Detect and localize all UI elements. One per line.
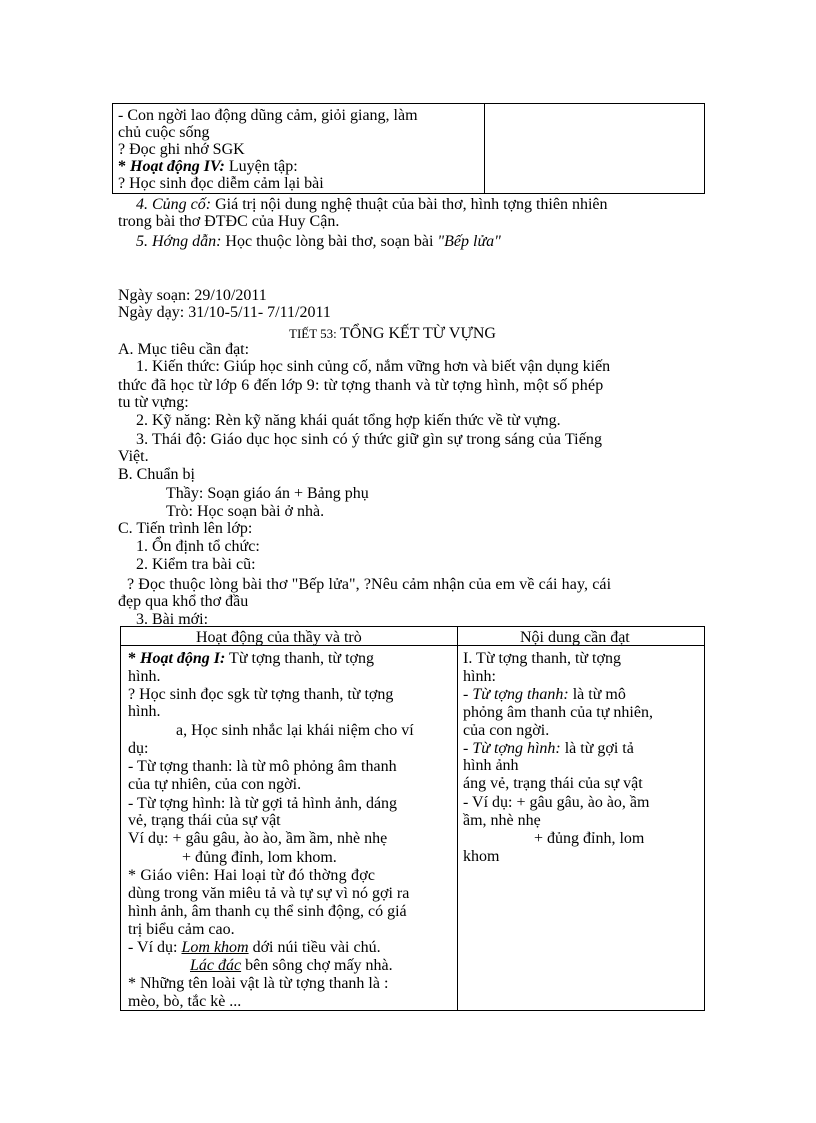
right-line-7: hình ảnh [463, 757, 519, 774]
c1-line: 1. Ổn định tổ chức: [136, 538, 260, 555]
lesson-title [289, 325, 496, 342]
top-activity-text: Luyện tập: [224, 158, 298, 175]
left-line-14: dùng trong văn miêu tả và tự sự vì nó gợi ra [128, 885, 410, 902]
right-line-8: áng vẻ, trạng thái của sự vật [463, 775, 643, 792]
lesson-title-prefix: TIẾT 53: [289, 326, 341, 341]
section-b-heading: B. Chuẩn bị [118, 466, 195, 483]
left-line-3: ? Học sinh đọc sgk từ tợng thanh, từ tợng [128, 686, 394, 703]
left-activity-line [128, 650, 374, 667]
a1-line-1 [136, 358, 700, 375]
c2-question-2: đẹp qua khổ thơ đầu [118, 593, 249, 610]
b-thay: Thầy: Soạn giáo án + Bảng phụ [166, 485, 369, 502]
right-line-9: - Ví dụ: + gâu gâu, ào ào, ầm [463, 794, 650, 811]
top-table-divider [484, 103, 485, 193]
left-line-19: * Những tên loài vật là từ tợng thanh là : [128, 975, 389, 992]
left-line-12: + đủng đỉnh, lom khom. [182, 849, 337, 866]
left-line-17-word: Lom khom [181, 939, 249, 956]
huong-dan-label: 5. Hớng dẫn: [136, 233, 222, 250]
section-c-heading: C. Tiến trình lên lớp: [118, 520, 253, 537]
header-left: Hoạt động của thầy và trò [196, 629, 362, 646]
left-activity-text: Từ tợng thanh, từ tợng [225, 650, 374, 667]
left-line-2: hình. [128, 668, 161, 685]
header-right: Nội dung cần đạt [520, 629, 630, 646]
top-line-2: chủ cuộc sống [118, 124, 210, 141]
c2-line: 2. Kiểm tra bài cũ: [136, 556, 256, 573]
huong-dan-text: Học thuộc lòng bài thơ, soạn bài [221, 233, 438, 250]
cung-co-line [136, 196, 608, 213]
a1-line-3: tu từ vựng: [118, 394, 189, 411]
cung-co-line-2: trong bài thơ ĐTĐC của Huy Cận. [118, 213, 340, 230]
a3-line-1: 3. Thái độ: Giáo dục học sinh có ý thức giữ gìn sự trong sáng của Tiếng [136, 431, 603, 448]
a3-line-2: Việt. [118, 448, 149, 465]
right-line-3-text: là từ mô [568, 686, 626, 703]
left-line-13: * Giáo viên: Hai loại từ đó thờng đợc [128, 867, 376, 884]
ngay-soan: Ngày soạn: 29/10/2011 [118, 287, 267, 304]
left-line-11: Ví dụ: + gâu gâu, ào ào, ầm ầm, nhè nhẹ [128, 830, 388, 847]
right-line-3-label: - Từ tợng thanh: [463, 686, 569, 703]
left-line-7: - Từ tợng thanh: là từ mô phỏng âm thanh [128, 758, 397, 775]
left-line-10: vẻ, trạng thái của sự vật [128, 812, 281, 829]
top-line-last: ? Học sinh đọc diễm cảm lại bài [118, 175, 324, 192]
left-line-17-post: dới núi tiều vài chú. [248, 939, 381, 956]
left-line-20: mèo, bò, tắc kè ... [128, 993, 242, 1010]
left-line-4: hình. [128, 703, 161, 720]
huong-dan-title: "Bếp lửa" [437, 233, 501, 250]
lesson-title-main: TỔNG KẾT TỪ VỰNG [340, 325, 496, 342]
right-line-6 [463, 740, 634, 757]
section-a-heading: A. Mục tiêu cần đạt: [118, 341, 250, 358]
right-line-1: I. Từ tợng thanh, từ tợng [463, 650, 621, 667]
c2-question-1: ? Đọc thuộc lòng bài thơ "Bếp lửa", ?Nêu cảm nhận của em về cái hay, cái [127, 576, 612, 593]
a1-line-2: thức đã học từ lớp 6 đến lớp 9: từ tợng thanh và từ tợng hình, một số phép [118, 377, 604, 394]
left-line-18 [190, 957, 393, 974]
top-activity-line [118, 158, 298, 175]
right-line-5: của con ngời. [463, 722, 550, 739]
left-line-6: dụ: [128, 740, 149, 757]
left-line-15: hình ảnh, âm thanh cụ thể sinh động, có giá [128, 903, 407, 920]
right-line-2: hình: [463, 668, 496, 685]
left-activity-prefix: * [128, 650, 140, 667]
a1-line-1-text: 1. Kiến thức: Giúp học sinh củng cố, nắm vững hơn và biết vận dụng kiến [136, 358, 611, 375]
left-line-16: trị biểu cảm cao. [128, 921, 235, 938]
top-line-3: ? Đọc ghi nhớ SGK [118, 141, 245, 158]
ngay-day: Ngày dạy: 31/10-5/11- 7/11/2011 [118, 304, 331, 321]
left-line-5: a, Học sinh nhắc lại khái niệm cho ví [176, 722, 414, 739]
right-line-6-text: là từ gợi tả [560, 740, 634, 757]
cung-co-text: Giá trị nội dung nghệ thuật của bài thơ, hình tợng thiên nhiên [211, 196, 608, 213]
main-table-divider [457, 626, 458, 1010]
left-line-9: - Từ tợng hình: là từ gợi tả hình ảnh, dáng [128, 795, 398, 812]
left-line-17-pre: - Ví dụ: [128, 939, 182, 956]
left-activity-label: Hoạt động I: [140, 650, 226, 667]
b-tro: Trò: Học soạn bài ở nhà. [166, 503, 325, 520]
right-line-12: khom [463, 848, 500, 865]
left-line-18-word: Lác đác [190, 957, 242, 974]
right-line-3 [463, 686, 626, 703]
cung-co-label: 4. Củng cố: [136, 196, 212, 213]
c3-line: 3. Bài mới: [136, 611, 209, 628]
right-line-11: + đủng đỉnh, lom [534, 830, 645, 847]
top-activity-prefix: * [118, 158, 130, 175]
huong-dan-line [136, 233, 501, 250]
left-line-17 [128, 939, 381, 956]
right-line-6-label: - Từ tợng hình: [463, 740, 561, 757]
left-line-18-post: bên sông chợ mấy nhà. [241, 957, 393, 974]
right-line-10: ầm, nhè nhẹ [463, 812, 541, 829]
a2-line: 2. Kỹ năng: Rèn kỹ năng khái quát tổng hợp kiến thức về từ vựng. [136, 412, 561, 429]
top-activity-label: Hoạt động IV: [130, 158, 225, 175]
right-line-4: phỏng âm thanh của tự nhiên, [463, 704, 653, 721]
top-line-1: - Con ngời lao động dũng cảm, giỏi giang, làm [118, 107, 418, 124]
left-line-8: của tự nhiên, của con ngời. [128, 776, 302, 793]
